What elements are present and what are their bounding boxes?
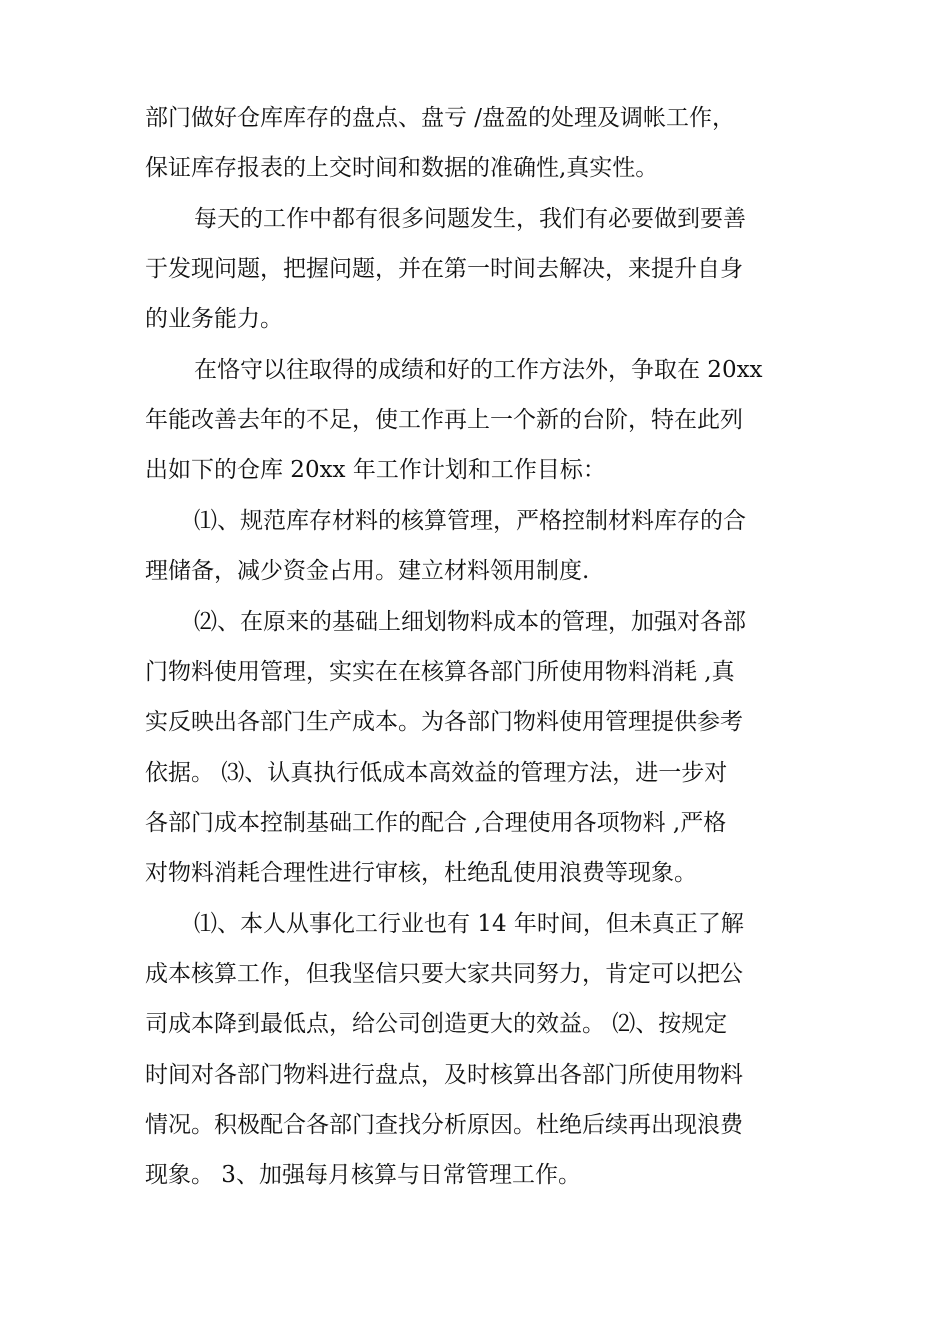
text-line: ⑵、在原来的基础上细划物料成本的管理，加强对各部 [194, 609, 746, 635]
text-line: 依据。 ⑶、认真执行低成本高效益的管理方法，进一步对 [145, 760, 728, 786]
text-line: 理储备，减少资金占用。建立材料领用制度. [145, 558, 590, 584]
text-line: 保证库存报表的上交时间和数据的准确性,真实性。 [145, 155, 659, 181]
text-line: 出如下的仓库 20xx 年工作计划和工作目标： [145, 457, 606, 483]
text-line: 时间对各部门物料进行盘点，及时核算出各部门所使用物料 [145, 1062, 743, 1088]
text-line: 每天的工作中都有很多问题发生，我们有必要做到要善 [194, 206, 746, 232]
text-line: 成本核算工作，但我坚信只要大家共同努力，肯定可以把公 [145, 961, 743, 987]
text-line: 现象。 3、加强每月核算与日常管理工作。 [145, 1162, 581, 1188]
text-line: 司成本降到最低点，给公司创造更大的效益。 ⑵、按规定 [145, 1011, 728, 1037]
text-line: 实反映出各部门生产成本。为各部门物料使用管理提供参考 [145, 709, 743, 735]
text-line: 情况。积极配合各部门查找分析原因。杜绝后续再出现浪费 [145, 1112, 743, 1138]
text-line: 部门做好仓库库存的盘点、盘亏 /盘盈的处理及调帐工作， [145, 105, 736, 131]
text-line: 的业务能力。 [145, 306, 283, 332]
text-line: ⑴、本人从事化工行业也有 14 年时间，但未真正了解 [194, 911, 744, 937]
text-line: 于发现问题，把握问题，并在第一时间去解决，来提升自身 [145, 256, 743, 282]
text-line: 在恪守以往取得的成绩和好的工作方法外，争取在 20xx [194, 357, 763, 383]
text-line: ⑴、规范库存材料的核算管理，严格控制材料库存的合 [194, 508, 746, 534]
text-line: 各部门成本控制基础工作的配合 ,合理使用各项物料 ,严格 [145, 810, 727, 836]
text-line: 年能改善去年的不足，使工作再上一个新的台阶，特在此列 [145, 407, 743, 433]
text-line: 对物料消耗合理性进行审核，杜绝乱使用浪费等现象。 [145, 860, 697, 886]
text-line: 门物料使用管理，实实在在核算各部门所使用物料消耗 ,真 [145, 659, 735, 685]
